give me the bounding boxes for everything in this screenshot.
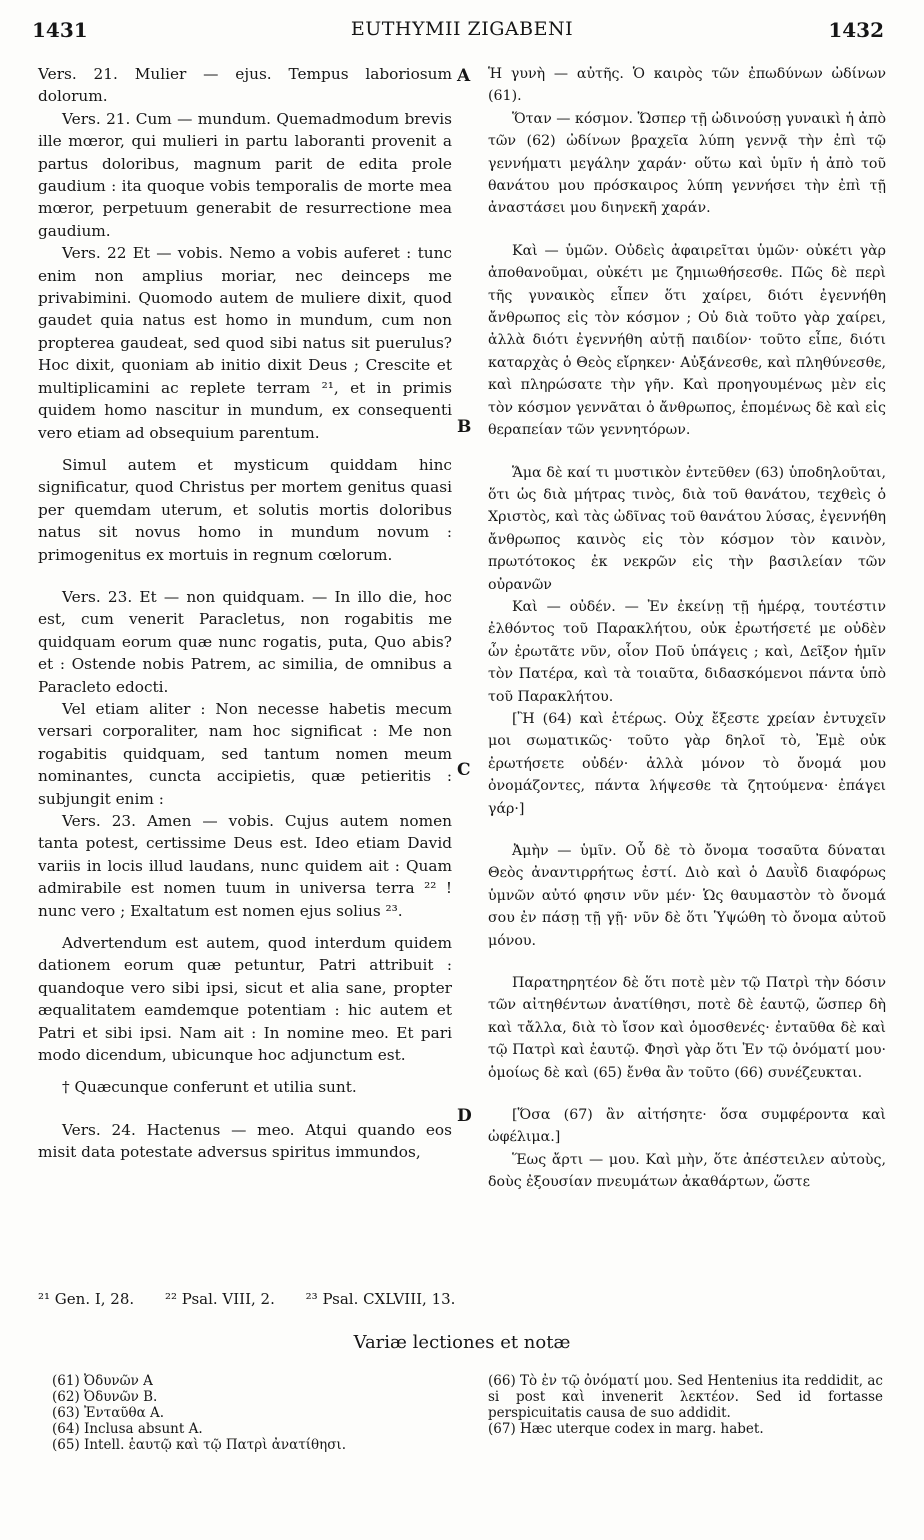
greek-column [488, 63, 886, 1194]
margin-letter-c: C [457, 760, 471, 780]
latin-paragraph: Vel etiam aliter : Non necesse habetis mecum versari corporaliter, nam hoc significat : Me non rogabitis quidquam, sed tantum nomen meum nominantes, cuncta accipietis, quæ petieritis : subjungit enim : [38, 699, 452, 808]
running-title: EUTHYMII ZIGABENI [350, 18, 574, 40]
right-page-number: 1432 [828, 18, 884, 42]
latin-paragraph: † Quæcunque conferunt et utilia sunt. [62, 1078, 357, 1097]
latin-paragraph: Vers. 22 Et — vobis. Nemo a vobis auferet : tunc enim non amplius moriar, nec deinceps me privabimini. Quomodo autem de muliere dixit, quod gaudet quia natus est homo in mundum, cum non propterea gaudeat, sed quod sibi natus sit puerulus? Hoc dixit, quoniam ab initio dixit Deus ; Crescite et multiplicamini ac replete terram ²¹, et in primis quidem homo nascitur in mundum, ex consequenti vero etiam ad obsequium parentum. [38, 244, 452, 442]
greek-paragraph: Ἅμα δὲ καί τι μυστικὸν ἐντεῦθεν (63) ὑποδηλοῦται, ὅτι ὡς διὰ μήτρας τινὸς, διὰ τοῦ θανάτου, τεχθεὶς ὁ Χριστὸς, καὶ τὰς ὠδῖνας τοῦ θανάτου λύσας, ἐγεννήθη ἄνθρωπος καινὸς εἰς τὸν κόσμον τὸν καινὸν, πρωτότοκος ἐκ νεκρῶν εἰς τὴν βασιλείαν τῶν οὐρανῶν [488, 464, 886, 593]
greek-paragraph: Ἀμὴν — ὑμῖν. Οὗ δὲ τὸ ὄνομα τοσαῦτα δύναται Θεὸς ἀναντιρρήτως ἐστί. Διὸ καὶ ὁ Δαυῒδ διαφόρως ὑμνῶν αὐτό φησιν νῦν μέν· Ὡς θαυμαστὸν τὸ ὄνομά σου ἐν πάσῃ τῇ γῇ· νῦν δὲ ὅτι Ὑψώθη τὸ ὄνομα αὐτοῦ μόνου. [488, 843, 886, 949]
variant-note: (62) Ὀδυνῶν B. [52, 1389, 158, 1405]
variant-note: (61) Ὀδυνῶν A [52, 1373, 153, 1389]
variae-right-column [488, 1373, 883, 1437]
greek-paragraph: [Ἢ (64) καὶ ἑτέρως. Οὐχ ἔξεστε χρείαν ἐντυχεῖν μοι σωματικῶς· τοῦτο γὰρ δηλοῖ τὸ, Ἐμὲ οὐκ ἐρωτήσετε οὐδέν· ἀλλὰ μόνον τὸ ὄνομά μου ὀνομάζοντες, πάντα λήψεσθε τὰ ζητούμενα· ἐπάγει γάρ·] [488, 710, 886, 817]
footnote-23: ²³ Psal. CXLVIII, 13. [305, 1290, 456, 1308]
latin-paragraph: Simul autem et mysticum quiddam hinc significatur, quod Christus per mortem genitus quasi per quemdam uterum, et solutis mortis doloribus natus sit novus homo in mundum novum : primogenitus ex mortuis in regnum cœlorum. [38, 455, 452, 564]
greek-paragraph: Ἕως ἄρτι — μου. Καὶ μὴν, ὅτε ἀπέστειλεν αὐτοὺς, δοὺς ἐξουσίαν πνευμάτων ἀκαθάρτων, ὥστε [488, 1151, 886, 1191]
variant-note: (64) Inclusa absunt A. [52, 1421, 203, 1437]
latin-paragraph: Vers. 23. Amen — vobis. Cujus autem nomen tanta potest, certissime Deus est. Ideo etiam David variis in locis illud laudans, nunc quidem ait : Quam admirabile est nomen tuum in universa terra ²² ! nunc vero ; Exaltatum est nomen ejus solius ²³. [38, 812, 452, 920]
greek-paragraph: Ὅταν — κόσμον. Ὥσπερ τῇ ὠδινούσῃ γυναικὶ ἡ ἀπὸ τῶν (62) ὠδίνων βραχεῖα λύπη γεννᾷ τὴν ἐπὶ τῷ γεννήματι μεγάλην χαράν· οὕτω καὶ ὑμῖν ἡ ἀπὸ τοῦ θανάτου μου πρόσκαιρος λύπη γεννήσει τὴν ἐπὶ τῇ ἀναστάσει μου διηνεκῆ χαράν. [488, 110, 886, 217]
greek-paragraph: [Ὅσα (67) ἂν αἰτήσητε· ὅσα συμφέροντα καὶ ὠφέλιμα.] [488, 1107, 886, 1146]
variae-left-column [52, 1373, 432, 1453]
variant-note: (63) Ἐνταῦθα A. [52, 1405, 165, 1421]
variant-note: (65) Intell. ἑαυτῷ καὶ τῷ Πατρὶ ἀνατίθησι. [52, 1437, 347, 1453]
footnote-21: ²¹ Gen. I, 28. [38, 1290, 135, 1308]
footnotes [38, 1290, 878, 1308]
latin-paragraph: Vers. 23. Et — non quidquam. — In illo die, hoc est, cum venerit Paracletus, non rogabitis me quidquam eorum quæ nunc rogatis, puta, Quo abis? et : Ostende nobis Patrem, ac similia, de omnibus a Paracleto edocti. [38, 587, 452, 696]
footnote-22: ²² Psal. VIII, 2. [164, 1290, 275, 1308]
latin-paragraph: Vers. 21. Cum — mundum. Quemadmodum brevis ille mœror, qui mulieri in partu laboranti provenit a partus doloribus, magnum parit de edita prole gaudium : ita quoque vobis temporalis de morte mea mœror, perpetuum generabit de resurrectione mea gaudium. [38, 109, 452, 240]
greek-paragraph: Καὶ — οὐδέν. — Ἐν ἐκείνῃ τῇ ἡμέρᾳ, τουτέστιν ἐλθόντος τοῦ Παρακλήτου, οὐκ ἐρωτήσετέ με οὐδὲν ὧν ἐρωτᾶτε νῦν, οἷον Ποῦ ὑπάγεις ; καὶ, Δεῖξον ἡμῖν τὸν Πατέρα, καὶ τὰ τοιαῦτα, διδασκόμενοι πάντα ὑπὸ τοῦ Παρακλήτου. [488, 598, 886, 705]
variant-note: (66) Τὸ ἐν τῷ ὀνόματί μου. Sed Hentenius ita reddidit, ac si post καὶ invenerit λεκτέον. Sed id fortasse perspicuitatis causa de suo addidit. [488, 1373, 883, 1421]
latin-paragraph: Vers. 21. Mulier — ejus. Tempus laboriosum dolorum. [38, 65, 452, 106]
left-page-number: 1431 [32, 18, 88, 42]
latin-paragraph: Vers. 24. Hactenus — meo. Atqui quando eos misit data potestate adversus spiritus immundos, [38, 1120, 452, 1162]
margin-letter-b: B [457, 417, 472, 437]
variae-title: Variæ lectiones et notæ [353, 1332, 571, 1353]
margin-letter-a: A [457, 66, 471, 86]
latin-paragraph: Advertendum est autem, quod interdum quidem dationem eorum quæ petuntur, Patri attribuit : quandoque vero sibi ipsi, sicut et alia sane, propter æqualitatem eamdemque potentiam : hic autem et Patri et sibi ipsi. Nam ait : In nomine meo. Et pari modo dicendum, ubicunque hoc adjunctum est. [38, 934, 452, 1065]
greek-paragraph: Ἡ γυνὴ — αὐτῆς. Ὁ καιρὸς τῶν ἐπωδύνων ὠδίνων (61). [488, 66, 886, 105]
greek-paragraph: Παρατηρητέον δὲ ὅτι ποτὲ μὲν τῷ Πατρὶ τὴν δόσιν τῶν αἰτηθέντων ἀνατίθησι, ποτὲ δὲ ἑαυτῷ, ὥσπερ δὴ καὶ τἄλλα, διὰ τὸ ἴσον καὶ ὁμοσθενές· ἐνταῦθα δὲ καὶ τῷ Πατρὶ καὶ ἑαυτῷ. Φησὶ γὰρ ὅτι Ἐν τῷ ὀνόματί μου· ὁμοίως δὲ καὶ (65) ἔνθα ἂν τοῦτο (66) συνέζευκται. [488, 975, 886, 1081]
page-header [0, 18, 924, 58]
latin-column [38, 63, 452, 1164]
variant-note: (67) Hæc uterque codex in marg. habet. [488, 1421, 764, 1437]
margin-letter-d: D [457, 1106, 472, 1126]
greek-paragraph: Καὶ — ὑμῶν. Οὐδεὶς ἀφαιρεῖται ὑμῶν· οὐκέτι γὰρ ἀποθανοῦμαι, οὐκέτι με ζημιωθήσεσθε. Πῶς δὲ περὶ τῆς γυναικὸς εἶπεν ὅτι χαίρει, διότι ἐγεννήθη ἄνθρωπος εἰς τὸν κόσμον ; Οὐ διὰ τοῦτο γὰρ χαίρει, ἀλλὰ διότι ἐγεννήθη αὐτῇ παιδίον· τοῦτο εἶπε, διότι καταρχὰς ὁ Θεὸς εἴρηκεν· Αὐξάνεσθε, καὶ πληθύνεσθε, καὶ πληρώσατε τὴν γῆν. Καὶ προηγουμένως μὲν εἰς τὸν κόσμον γεννᾶται ὁ ἄνθρωπος, ἑπομένως δὲ καὶ εἰς θεραπείαν τῶν γεννητόρων. [488, 242, 886, 439]
